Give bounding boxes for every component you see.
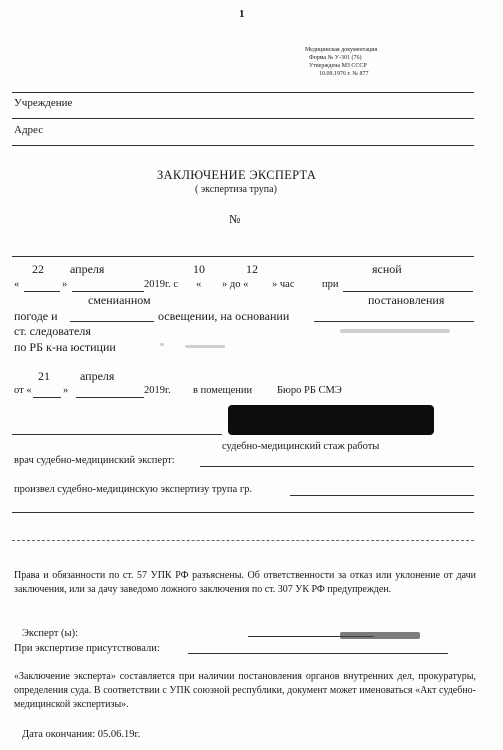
inspection-from-open: « xyxy=(196,279,202,290)
inspection-month: апреля xyxy=(70,262,105,276)
decree-month-blank xyxy=(76,397,144,398)
inspection-from-hour: 10 xyxy=(193,262,205,276)
number-line xyxy=(12,256,474,257)
inspection-quote-close: » xyxy=(62,279,68,290)
decree-from-label: от « xyxy=(14,385,32,396)
decree-day-blank xyxy=(33,397,61,398)
inspection-lighting-label: освещении, на основании xyxy=(158,309,290,323)
basis-blank xyxy=(314,321,474,322)
page-number: 1 xyxy=(239,8,245,20)
name-line xyxy=(12,512,474,513)
lighting-blank xyxy=(70,321,154,322)
day-blank xyxy=(24,291,60,292)
weather-blank xyxy=(343,291,473,292)
redacted-mark-2 xyxy=(185,345,225,348)
form-header-line2: Форма № У-301 (76) xyxy=(309,55,362,61)
inspection-weather-label: погоде и xyxy=(14,309,58,323)
inspection-at-label: при xyxy=(322,279,339,290)
document-title: ЗАКЛЮЧЕНИЕ ЭКСПЕРТА xyxy=(157,168,317,182)
form-header xyxy=(305,46,377,78)
form-header-line1: Медицинская документация xyxy=(305,47,378,53)
inspection-quote-open: « xyxy=(14,279,20,290)
institution-label: Учреждение xyxy=(14,97,73,109)
experience-label: судебно-медицинский стаж работы xyxy=(222,441,380,452)
redacted-mark-1 xyxy=(160,343,164,346)
decree-year: 2019г. xyxy=(144,385,171,396)
inspection-basis: постановления xyxy=(368,293,445,307)
footnote-text: «Заключение эксперта» составляется при наличии постановления органов внутренних дел, прокуратуры, определения суда. В соответствии с УПК союзной республики, документ может именоваться «Акт судебно-медицинской экспертизы». xyxy=(14,671,476,710)
inspection-investigator: ст. следователя xyxy=(14,324,91,338)
experience-line xyxy=(12,434,222,435)
performed-line xyxy=(290,495,474,496)
decree-month: апреля xyxy=(80,369,115,383)
inspection-to-close: » час xyxy=(272,279,295,290)
number-label: № xyxy=(229,212,241,226)
form-header-line3: Утверждена МЗ СССР xyxy=(309,63,367,69)
expert-signature xyxy=(340,632,420,639)
decree-room-label: в помещении xyxy=(193,385,253,396)
separator xyxy=(12,92,474,93)
expert-label: Эксперт (ы): xyxy=(22,628,79,639)
redacted-block xyxy=(228,405,434,435)
decree-day: 21 xyxy=(38,369,50,383)
form-header-line4: 10.09.1976 г. № 877 xyxy=(319,71,369,77)
inspection-lighting: сменианном xyxy=(88,293,151,307)
present-line xyxy=(188,653,448,654)
decree-place: Бюро РБ СМЭ xyxy=(277,385,342,396)
decree-close: » xyxy=(63,385,69,396)
inspection-from-close: » до « xyxy=(222,279,249,290)
name-line-2 xyxy=(12,540,474,541)
address-line xyxy=(12,145,474,146)
inspection-to-hour: 12 xyxy=(246,262,258,276)
month-blank xyxy=(72,291,144,292)
inspection-day: 22 xyxy=(32,262,44,276)
inspection-dept: по РБ к-на юстиции xyxy=(14,340,116,354)
present-label: При экспертизе присутствовали: xyxy=(14,643,160,654)
document-subtitle: ( экспертиза трупа) xyxy=(195,184,277,195)
institution-line xyxy=(12,118,474,119)
doctor-line xyxy=(200,466,474,467)
address-label: Адрес xyxy=(14,124,44,136)
end-date: Дата окончания: 05.06.19г. xyxy=(22,729,141,740)
doctor-label: врач судебно-медицинский эксперт: xyxy=(14,455,175,466)
redacted-name-1 xyxy=(340,329,450,333)
performed-label: произвел судебно-медицинскую экспертизу трупа гр. xyxy=(14,484,253,495)
rights-text: Права и обязанности по ст. 57 УПК РФ разъяснены. Об ответственности за отказ или уклонение от дачи заключения, или за дачу заведомо ложного заключения по ст. 307 УК РФ предупрежден. xyxy=(14,570,476,595)
inspection-year: 2019г. с xyxy=(144,279,179,290)
inspection-weather: ясной xyxy=(372,262,402,276)
